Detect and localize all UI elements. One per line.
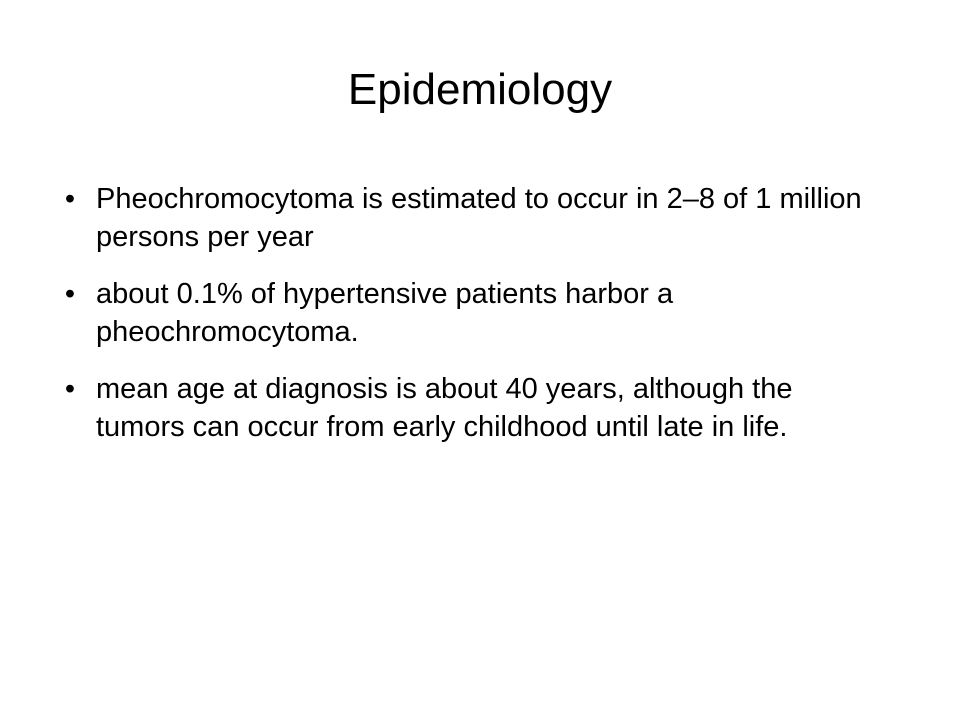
bullet-text: Pheochromocytoma is estimated to occur in 2–8 of 1 million persons per year [96, 183, 862, 253]
bullet-icon: • [64, 278, 76, 310]
bullet-list [60, 180, 880, 465]
bullet-item [60, 180, 880, 256]
bullet-text: about 0.1% of hypertensive patients harbor a pheochromocytoma. [96, 278, 674, 348]
bullet-item [60, 275, 880, 351]
bullet-item [60, 370, 880, 446]
slide-title: Epidemiology [347, 65, 613, 114]
bullet-icon: • [64, 373, 76, 405]
bullet-text: mean age at diagnosis is about 40 years, although the tumors can occur from early childhood until late in life. [96, 373, 793, 443]
bullet-icon: • [64, 183, 76, 215]
